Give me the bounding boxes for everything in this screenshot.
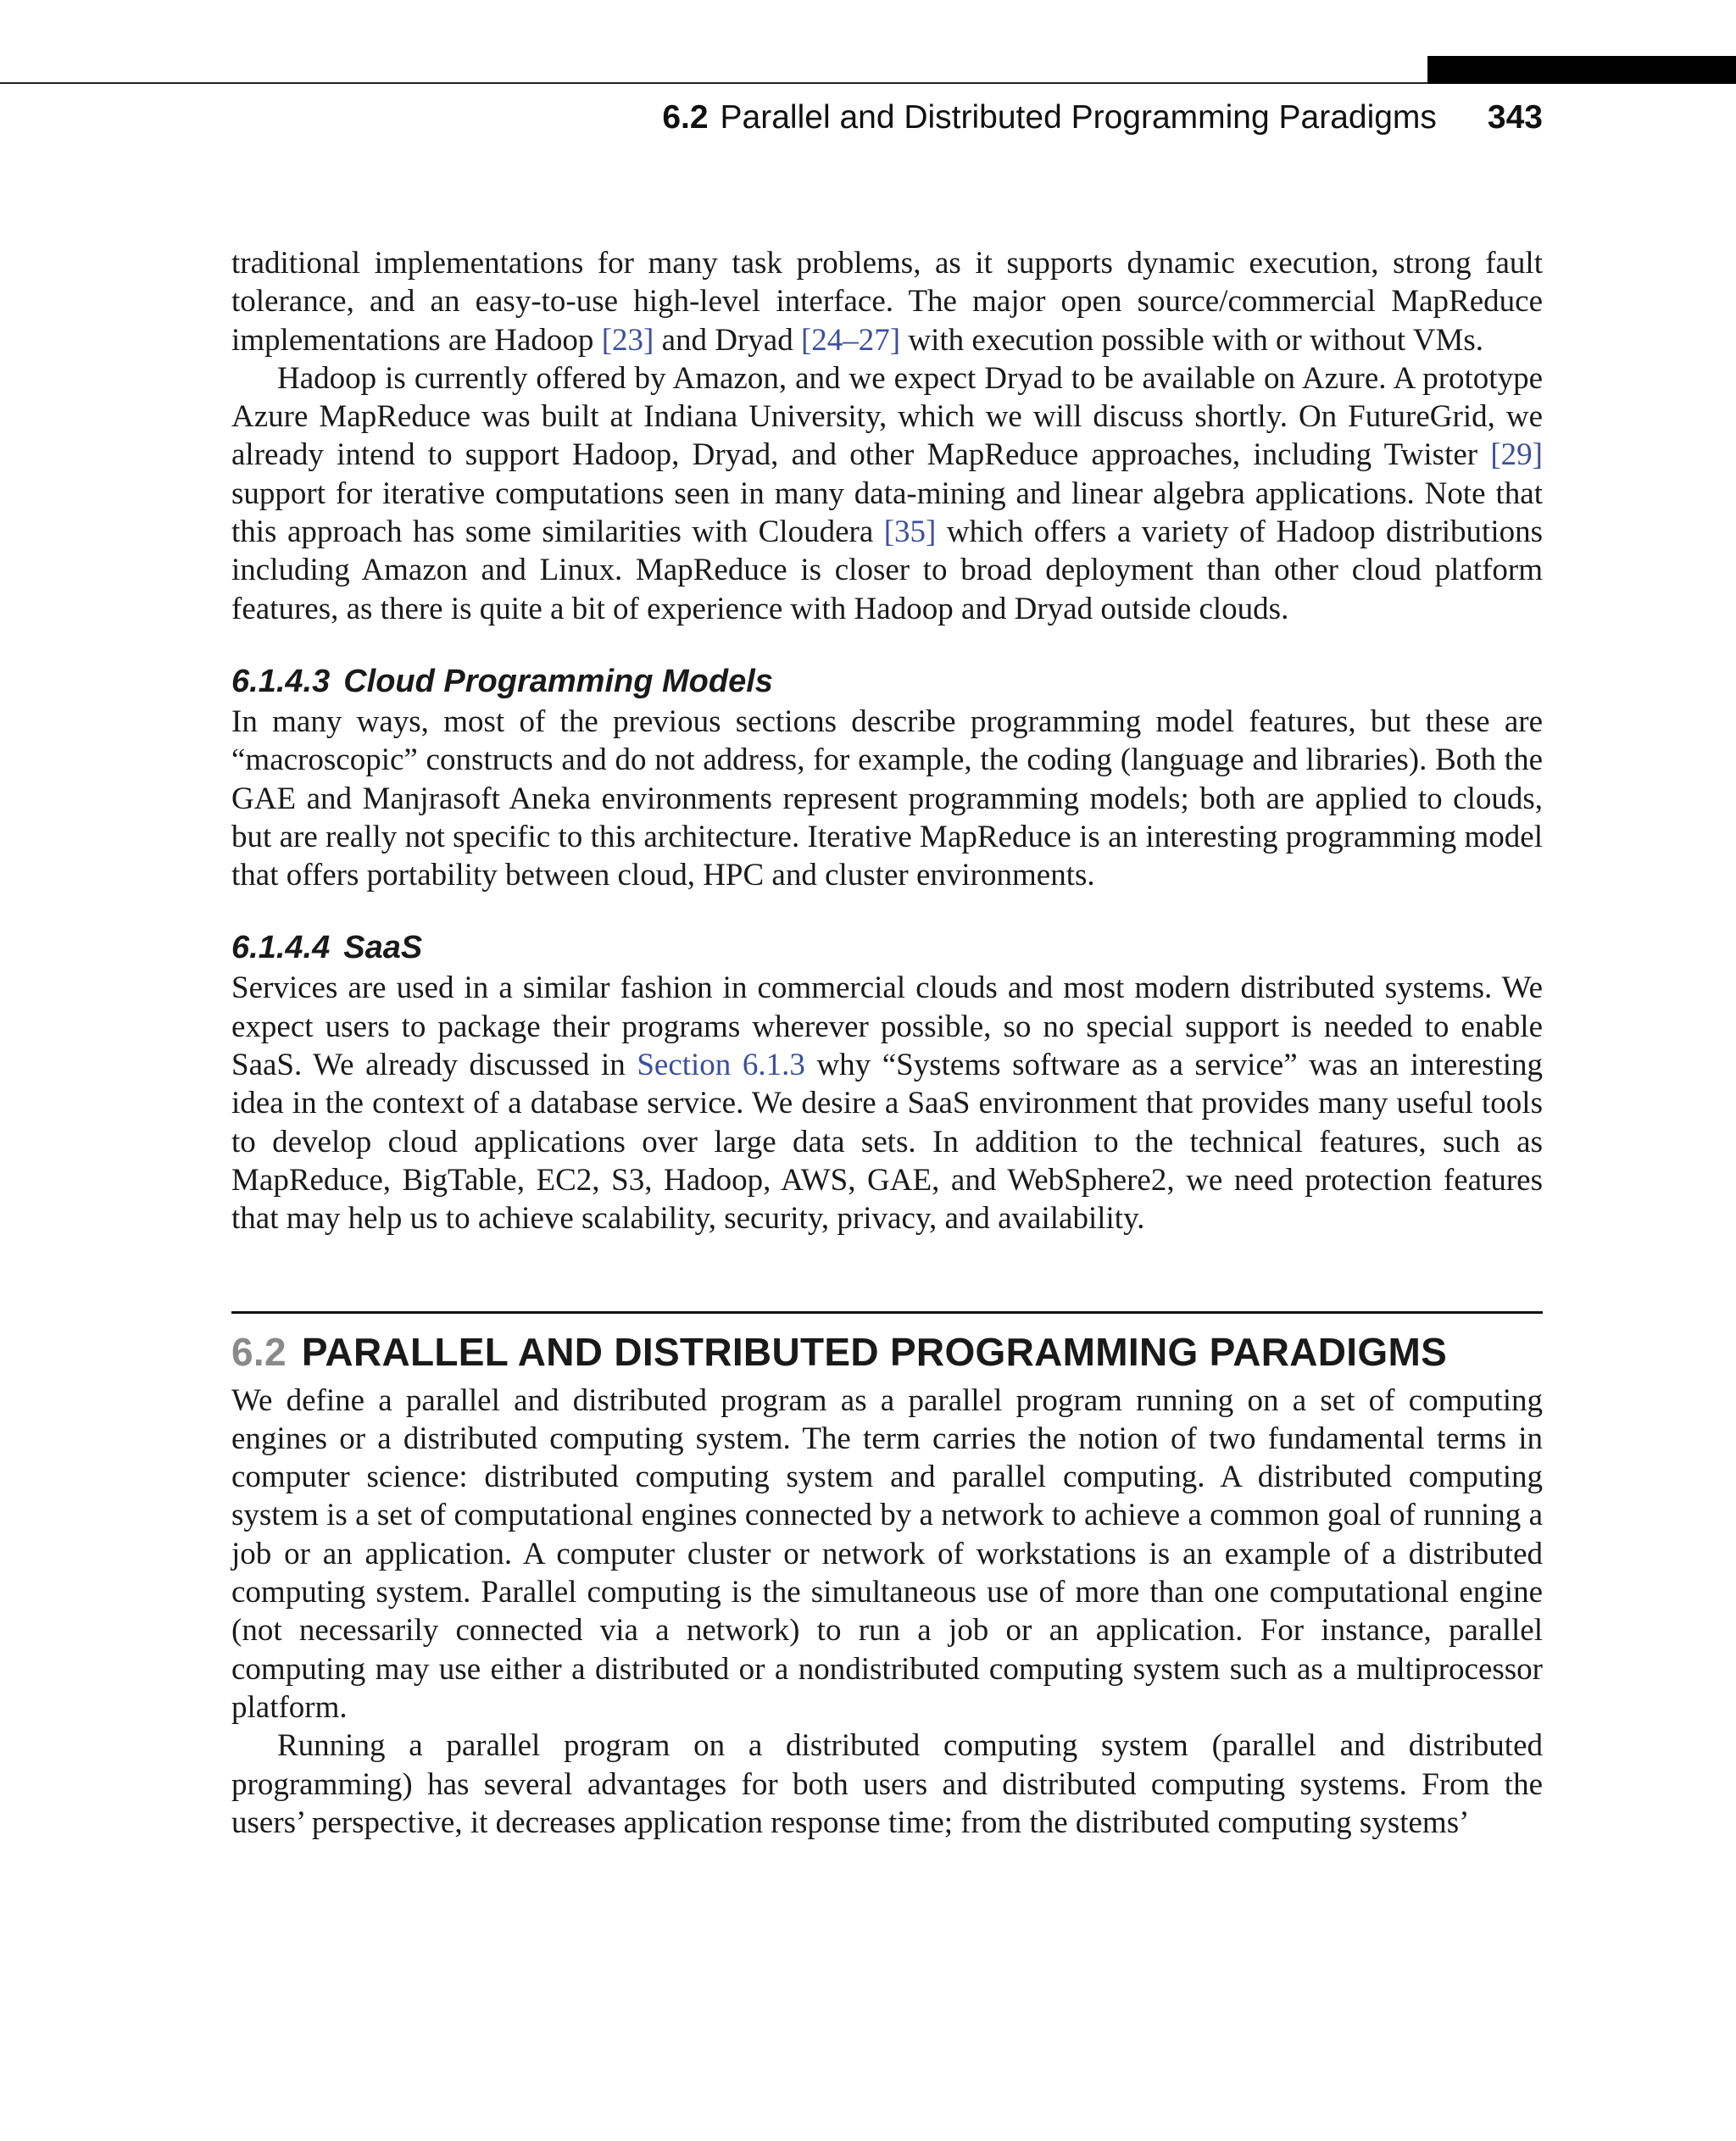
text-run: and Dryad: [654, 322, 801, 358]
subsection-title: SaaS: [343, 930, 423, 966]
section-link[interactable]: Section 6.1.3: [637, 1048, 805, 1083]
paragraph-saas: [231, 969, 1543, 1237]
paragraph-hadoop-offering: [231, 359, 1543, 628]
citation-link[interactable]: [24–27]: [800, 322, 901, 358]
running-head: [662, 95, 1543, 141]
paragraph-mapreduce-implementations: [231, 244, 1543, 359]
text-run: with execution possible with or without VMs.: [900, 322, 1484, 358]
text-run: support for iterative computations seen in many data-mining and linear algebra applications. Note that this approach has some similarities with Cloudera: [231, 475, 1543, 550]
text-run: traditional implementations for many task problems, as it supports dynamic execution, strong fault tolerance, and an easy-to-use high-level interface. The major open source/commercial MapReduce implementations are Hadoop: [231, 246, 1543, 358]
section-heading-parallel-distributed: [231, 1326, 1543, 1378]
text-run: Hadoop is currently offered by Amazon, and we expect Dryad to be available on Azure. A prototype Azure MapReduce was built at Indiana University, which we will discuss shortly. On FutureGrid, we already intend to support Hadoop, Dryad, and other MapReduce approaches, including Twister: [231, 360, 1543, 473]
citation-link[interactable]: [35]: [883, 514, 937, 550]
page-number: 343: [1487, 99, 1543, 136]
paragraph-definition: We define a parallel and distributed program as a parallel program running on a set of computing engines or a distributed computing system. The term carries the notion of two fundamental terms in computer science: distributed computing system and parallel computing. A distributed computing system is a set of computational engines connected by a network to achieve a common goal of running a job or an application. A computer cluster or network of workstations is an example of a distributed computing system. Parallel computing is the simultaneous use of more than one computational engine (not necessarily connected via a network) to run a job or an application. For instance, parallel computing may use either a distributed or a nondistributed computing system such as a multiprocessor platform.: [231, 1382, 1543, 1725]
paragraph-advantages: Running a parallel program on a distributed computing system (parallel and distributed programming) has several advantages for both users and distributed computing systems. From the users’ perspective, it decreases application response time; from the distributed computing systems’: [231, 1728, 1543, 1840]
section-title: PARALLEL AND DISTRIBUTED PROGRAMMING PARADIGMS: [301, 1329, 1448, 1374]
text-run: which offers a variety of Hadoop distributions including Amazon and Linux. MapReduce is closer to broad deployment than other cloud platform features, as there is quite a bit of experience with Hadoop and Dryad outside clouds.: [231, 514, 1543, 626]
section-divider: [231, 1311, 1543, 1314]
section-number: 6.2: [231, 1329, 287, 1374]
subsection-title: Cloud Programming Models: [343, 663, 773, 699]
paragraph-cloud-programming-models: In many ways, most of the previous sections describe programming model features, but these are “macroscopic” constructs and do not address, for example, the coding (language and libraries). Both the GAE and Manjrasoft Aneka environments represent programming models; both are applied to clouds, but are really not specific to this architecture. Iterative MapReduce is an interesting programming model that offers portability between cloud, HPC and cluster environments.: [231, 703, 1543, 893]
subsection-heading-saas: [231, 926, 1543, 969]
running-head-section-number: 6.2: [662, 99, 709, 136]
citation-link[interactable]: [23]: [601, 322, 654, 358]
text-run: why “Systems software as a service” was an interesting idea in the context of a database service. We desire a SaaS environment that provides many useful tools to develop cloud applications over large data sets. In addition to the technical features, such as MapReduce, BigTable, EC2, S3, Hadoop, AWS, GAE, and WebSphere2, we need protection features that may help us to achieve scalability, security, privacy, and availability.: [231, 1048, 1544, 1237]
page-body: [231, 244, 1543, 1842]
running-head-title: Parallel and Distributed Programming Paradigms: [720, 99, 1437, 136]
header-tab-bar: [1427, 56, 1736, 84]
subsection-number: 6.1.4.4: [231, 930, 331, 966]
subsection-heading-cloud-programming-models: [231, 660, 1543, 703]
text-run: Services are used in a similar fashion in commercial clouds and most modern distributed systems. We expect users to package their programs wherever possible, so no special support is needed to enable SaaS. We already discussed in: [231, 970, 1543, 1083]
subsection-number: 6.1.4.3: [231, 663, 331, 699]
citation-link[interactable]: [29]: [1490, 437, 1543, 473]
